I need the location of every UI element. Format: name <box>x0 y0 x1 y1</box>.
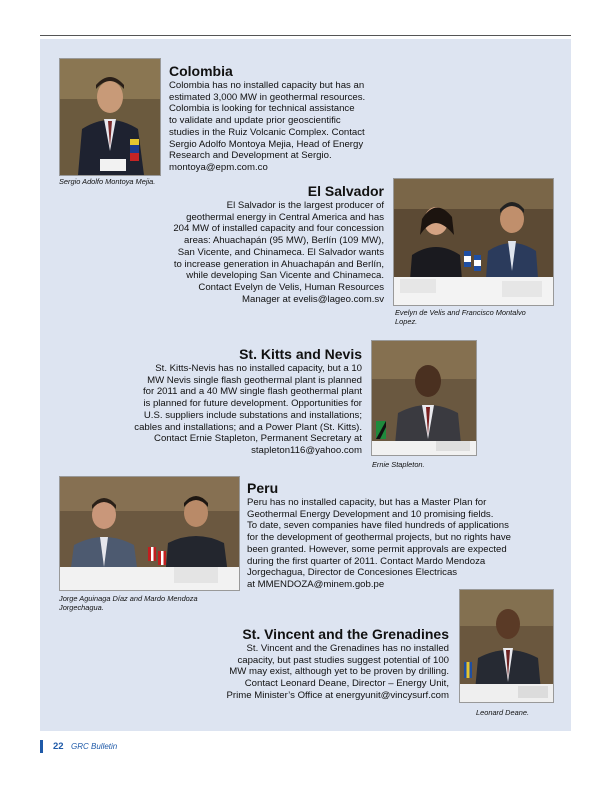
body-line: To date, seven companies have filed hundreds of applications <box>247 520 509 532</box>
body-line: geothermal energy in Central America and has <box>186 211 384 223</box>
body-line: been granted. However, some permit approvals are expected <box>247 543 507 555</box>
caption-peru <box>59 594 198 612</box>
body-line: while developing San Vicente and Chinameca. <box>186 270 384 282</box>
photo-leonard-deane <box>459 589 554 703</box>
body-line: Contact Evelyn de Velis, Human Resources <box>198 281 384 293</box>
body-line: Contact Leonard Deane, Director – Energy Unit, <box>244 678 449 690</box>
body-line: Jorgechagua, Director de Concesiones Electricas <box>247 567 458 579</box>
photo-de-velis-montalvo <box>393 178 554 306</box>
section-title-st-kitts: St. Kitts and Nevis <box>239 346 362 362</box>
body-line: areas: Ahuachapán (95 MW), Berlín (109 MW), <box>184 235 384 247</box>
body-line: Contact Ernie Stapleton, Permanent Secretary at <box>154 433 362 445</box>
body-line: to increase generation in Ahuachapán and Berlín, <box>173 258 384 270</box>
section-body-el-salvador <box>120 200 384 305</box>
body-line: for 2011 and a 40 MW single flash geothermal plant <box>142 386 362 398</box>
section-body-colombia <box>169 80 399 174</box>
section-body-st-vincent <box>170 643 449 702</box>
body-line: capacity, but past studies suggest potential of 100 <box>237 654 449 666</box>
page-number: 22 <box>53 741 64 752</box>
body-line: Prime Minister’s Office at energyunit@vincysurf.com <box>226 689 449 701</box>
body-line: cables and installations; and a Power Plant (St. Kitts). <box>134 421 362 433</box>
body-line: MW may exist, although yet to be proven by drilling. <box>229 666 449 678</box>
body-line: MW Nevis single flash geothermal plant is planned <box>147 374 362 386</box>
photo-ernie-stapleton <box>371 340 477 456</box>
body-line: studies in the Ruiz Volcanic Complex. Contact <box>169 126 365 138</box>
body-line: Sergio Adolfo Montoya Mejia, Head of Energy <box>169 138 364 150</box>
body-line: Colombia has no installed capacity but has an <box>169 80 365 91</box>
photo-sergio-montoya <box>59 58 161 176</box>
section-title-el-salvador: El Salvador <box>307 183 384 199</box>
body-line: stapleton116@yahoo.com <box>251 444 362 456</box>
caption-el-salvador <box>395 308 526 326</box>
body-line: Peru has no installed capacity, but has a Master Plan for <box>247 497 487 508</box>
body-line: El Salvador is the largest producer of <box>226 200 384 211</box>
section-title-peru: Peru <box>247 480 279 496</box>
publication-name <box>71 742 117 751</box>
section-title-colombia: Colombia <box>169 63 233 79</box>
publication-name-text: GRC Bulletin <box>71 742 118 751</box>
body-line: 204 MW of installed capacity and four concession <box>173 223 384 235</box>
caption-colombia: Sergio Adolfo Montoya Mejia. <box>59 177 156 186</box>
section-body-st-kitts <box>90 363 362 457</box>
body-line: montoya@epm.com.co <box>169 161 268 173</box>
body-line: to validate and update prior geoscientific <box>169 115 341 127</box>
body-line: Manager at evelis@lageo.com.sv <box>242 293 384 305</box>
body-line: for the development of geothermal projects, but no rights have <box>247 532 511 544</box>
body-line: St. Vincent and the Grenadines has no installed <box>246 643 449 654</box>
caption-line: Evelyn de Velis and Francisco Montalvo <box>395 308 526 317</box>
body-line: is planned for future development. Opportunities for <box>143 398 362 410</box>
caption-st-vincent: Leonard Deane. <box>476 708 530 717</box>
body-line: San Vicente, and Chinameca. El Salvador wants <box>177 246 384 258</box>
top-rule <box>40 35 571 36</box>
body-line: Colombia is looking for technical assistance <box>169 103 355 115</box>
photo-aguinaga-mendoza <box>59 476 240 591</box>
footer-accent-bar <box>40 740 43 753</box>
caption-line: Jorge Aguinaga Díaz and Mardo Mendoza <box>59 594 198 603</box>
body-line: during the first quarter of 2011. Contact Mardo Mendoza <box>247 555 486 567</box>
body-line: estimated 3,000 MW in geothermal resources. <box>169 91 366 103</box>
body-line: St. Kitts-Nevis has no installed capacity, but a 10 <box>155 363 362 374</box>
caption-st-kitts: Ernie Stapleton. <box>372 460 425 469</box>
section-body-peru <box>247 497 557 591</box>
body-line: Geothermal Energy Development and 10 promising fields. <box>247 508 494 520</box>
body-line: U.S. suppliers include substations and installations; <box>143 409 362 421</box>
body-line: Research and Development at Sergio. <box>169 150 332 162</box>
body-line: at MMENDOZA@minem.gob.pe <box>247 578 385 590</box>
section-title-st-vincent: St. Vincent and the Grenadines <box>242 626 449 642</box>
caption-line: Jorgechagua. <box>59 603 104 612</box>
caption-line: Lopez. <box>395 317 418 326</box>
